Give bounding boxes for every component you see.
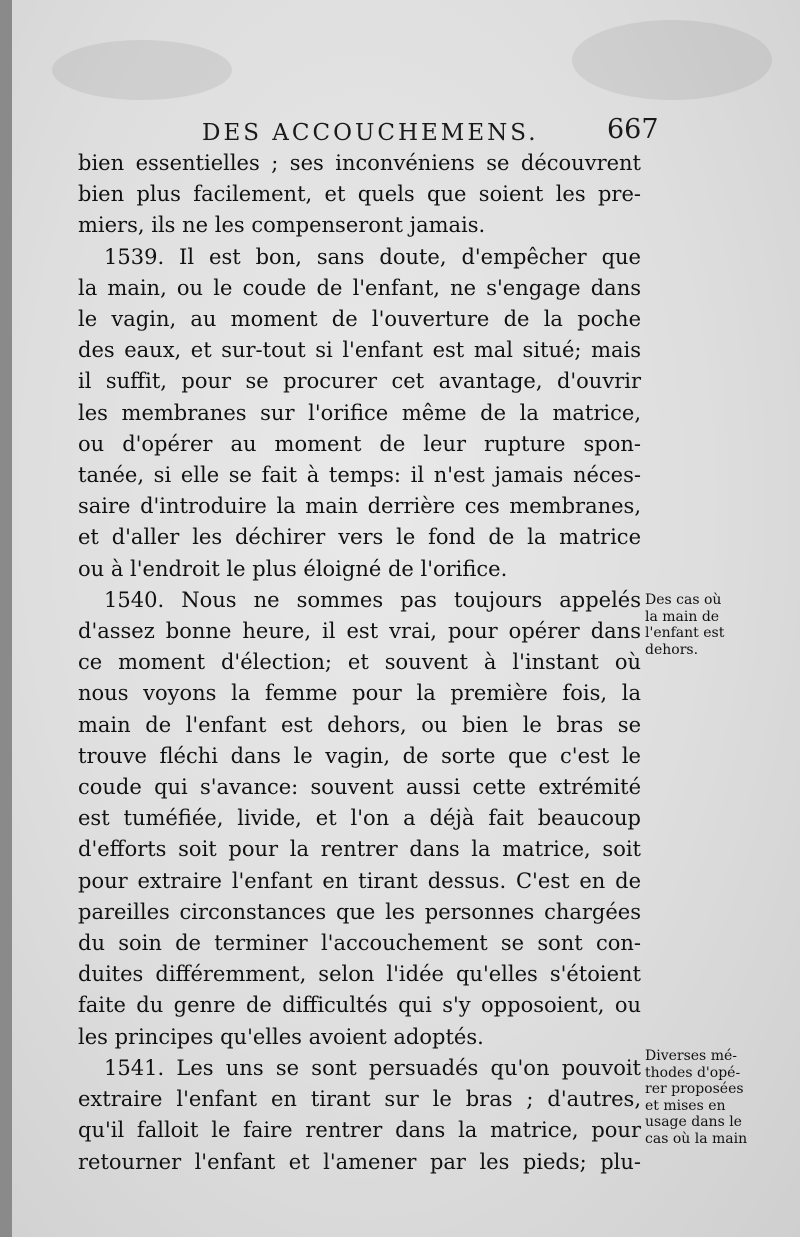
text-line: le vagin, au moment de l'ouverture de la poche (78, 307, 641, 332)
page-header (202, 112, 662, 152)
paragraph-1541 (78, 1053, 641, 1178)
text-line: pareilles circonstances que les personnes chargées (78, 899, 641, 924)
note-line: la main de (645, 608, 720, 625)
text-line: les principes qu'elles avoient adoptés. (78, 1024, 484, 1049)
paragraph-1539-end (78, 554, 641, 585)
paper-stain (52, 40, 232, 100)
text-line: d'efforts soit pour la rentrer dans la matrice, soit (78, 837, 641, 862)
note-line: Des cas où (645, 592, 722, 608)
note-line: thodes d'opé- (645, 1064, 741, 1081)
text-line: les membranes sur l'orifice même de la matrice, (78, 400, 641, 425)
text-line: bien essentielles ; ses inconvéniens se découvrent (78, 151, 641, 175)
note-line: et mises en (645, 1097, 726, 1114)
margin-note-methods (645, 1048, 763, 1147)
paragraph-1539 (78, 242, 641, 554)
page-number: 667 (607, 114, 659, 145)
note-line: usage dans le (645, 1114, 742, 1130)
paragraph (78, 148, 641, 210)
text-line: qu'il falloit le faire rentrer dans la matrice, pour (78, 1118, 641, 1143)
running-title: DES ACCOUCHEMENS. (202, 120, 539, 146)
text-line: coude qui s'avance: souvent aussi cette extrémité (78, 775, 641, 800)
text-line: extraire l'enfant en tirant sur le bras ; d'autres, (78, 1087, 641, 1112)
text-line: main de l'enfant est dehors, ou bien le bras se (78, 712, 641, 737)
text-line: pour extraire l'enfant en tirant dessus. C'est en de (78, 868, 641, 893)
paper-stain (572, 20, 772, 100)
note-line: cas où la main (645, 1130, 748, 1147)
text-line: et d'aller les déchirer vers le fond de la matrice (78, 525, 641, 550)
text-line: bien plus facilement, et quels que soient les pre- (78, 182, 641, 207)
text-line: ce moment d'élection; et souvent à l'instant où (78, 650, 641, 675)
text-line: retourner l'enfant et l'amener par les pieds; plu- (78, 1149, 641, 1174)
paragraph-1540-end (78, 1022, 641, 1053)
paragraph (78, 210, 641, 241)
text-line: 1539. Il est bon, sans doute, d'empêcher que (104, 244, 641, 269)
text-line: 1541. Les uns se sont persuadés qu'on pouvoit (104, 1055, 641, 1080)
text-line: ou d'opérer au moment de leur rupture spon- (78, 431, 641, 456)
text-line: d'assez bonne heure, il est vrai, pour opérer dans (78, 619, 641, 644)
margin-note-hand-outside (645, 592, 763, 658)
text-line: du soin de terminer l'accouchement se sont con- (78, 931, 641, 956)
text-line: trouve fléchi dans le vagin, de sorte que c'est le (78, 743, 641, 768)
paragraph-1540 (78, 585, 641, 1022)
note-line: l'enfant est (645, 625, 725, 641)
text-line: duites différemment, selon l'idée qu'elles s'étoient (78, 962, 641, 987)
body-text (78, 148, 641, 1178)
note-line: dehors. (645, 641, 699, 658)
text-line: faite du genre de difficultés qui s'y opposoient, ou (78, 993, 641, 1018)
note-line: Diverses mé- (645, 1048, 737, 1064)
text-line: des eaux, et sur-tout si l'enfant est mal situé; mais (78, 338, 641, 363)
text-line: ou à l'endroit le plus éloigné de l'orifice. (78, 556, 508, 581)
text-line: nous voyons la femme pour la première fois, la (78, 681, 641, 706)
note-line: rer proposées (645, 1081, 744, 1097)
text-line: tanée, si elle se fait à temps: il n'est jamais néces- (78, 463, 641, 488)
text-line: saire d'introduire la main derrière ces membranes, (78, 494, 641, 519)
text-line: miers, ils ne les compenseront jamais. (78, 213, 486, 238)
text-line: la main, ou le coude de l'enfant, ne s'engage dans (78, 275, 641, 300)
text-line: est tuméfiée, livide, et l'on a déjà fait beaucoup (78, 806, 641, 831)
text-line: 1540. Nous ne sommes pas toujours appelés (104, 587, 641, 612)
text-line: il suffit, pour se procurer cet avantage, d'ouvrir (78, 369, 641, 394)
